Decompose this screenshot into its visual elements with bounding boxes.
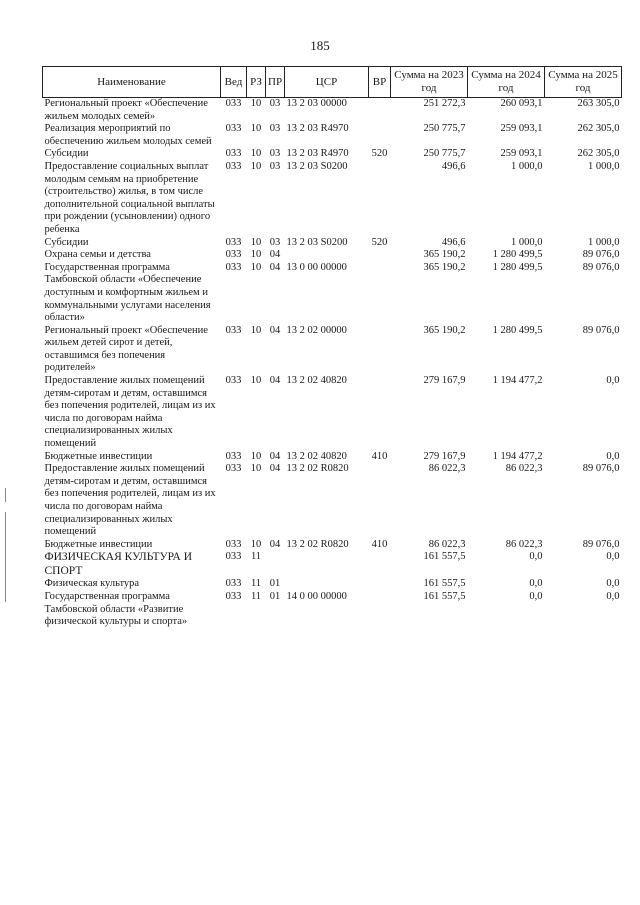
row-rz: 10	[250, 148, 262, 160]
row-name: Субсидии	[44, 236, 89, 248]
table-row	[43, 578, 622, 591]
row-sum-2023: 365 190,2	[423, 324, 466, 336]
row-ved: 033	[225, 160, 242, 172]
row-csr: 13 2 03 S0200	[286, 160, 348, 172]
row-sum-2023: 161 557,5	[423, 551, 466, 563]
table-row	[43, 148, 622, 161]
row-sum-2025: 89 076,0	[582, 324, 620, 336]
row-name: Бюджетные инвестиции	[44, 450, 153, 462]
row-rz: 11	[250, 590, 262, 602]
row-name: Региональный проект «Обеспечение жильем детей сирот и детей, оставшимся без попечения родителей»	[44, 324, 208, 374]
row-sum-2024: 260 093,1	[500, 98, 543, 109]
row-name: Предоставление социальных выплат молодым семьям на приобретение (строительство) жилья, в том числе дополнительной социальной выплаты при рождении (усыновлении) одного ребенка	[44, 160, 215, 235]
row-pr: 01	[269, 590, 281, 602]
row-pr: 03	[269, 236, 281, 248]
row-sum-2023: 496,6	[441, 160, 466, 172]
row-sum-2023: 250 775,7	[423, 123, 466, 135]
table-row	[43, 451, 622, 464]
row-csr: 13 2 02 00000	[286, 324, 347, 336]
row-sum-2024: 1 280 499,5	[492, 249, 543, 261]
table-row	[43, 249, 622, 262]
row-ved: 033	[225, 123, 242, 135]
row-sum-2023: 86 022,3	[428, 463, 466, 475]
row-name: Физическая культура	[44, 578, 140, 590]
row-sum-2025: 1 000,0	[588, 236, 620, 248]
row-sum-2023: 86 022,3	[428, 538, 466, 550]
header-sum-2024: Сумма на 2024 год	[468, 67, 545, 98]
row-pr: 04	[269, 261, 281, 273]
row-sum-2023: 365 190,2	[423, 249, 466, 261]
row-sum-2025: 89 076,0	[582, 463, 620, 475]
row-ved: 033	[225, 249, 242, 261]
table-row	[43, 325, 622, 375]
row-csr: 13 2 03 R4970	[286, 148, 349, 160]
row-vr	[369, 249, 391, 262]
row-name: Предоставление жилых помещений детям-сиротам и детям, оставшимся без попечения родителей, лицам из их числа по договорам найма специализированных жилых помещений	[44, 463, 216, 538]
row-name: Субсидии	[44, 148, 89, 160]
row-ved: 033	[225, 98, 242, 109]
row-sum-2024: 1 280 499,5	[492, 324, 543, 336]
row-rz: 10	[250, 463, 262, 475]
row-rz: 10	[250, 98, 262, 109]
row-sum-2025: 0,0	[606, 375, 620, 387]
row-pr: 03	[269, 98, 281, 109]
row-sum-2025: 262 305,0	[577, 148, 620, 160]
row-name: ФИЗИЧЕСКАЯ КУЛЬТУРА И СПОРТ	[44, 551, 193, 577]
row-sum-2023: 251 272,3	[423, 98, 466, 109]
row-csr	[285, 578, 369, 591]
row-ved: 033	[225, 261, 242, 273]
table-row	[43, 539, 622, 552]
row-rz: 10	[250, 450, 262, 462]
row-pr: 04	[269, 375, 281, 387]
header-vr: ВР	[369, 67, 391, 98]
header-sum-2025: Сумма на 2025 год	[545, 67, 622, 98]
row-sum-2025: 89 076,0	[582, 538, 620, 550]
row-vr	[369, 591, 391, 629]
row-ved: 033	[225, 324, 242, 336]
row-rz: 10	[250, 236, 262, 248]
row-pr: 03	[269, 148, 281, 160]
table-row	[43, 262, 622, 325]
row-sum-2024: 1 194 477,2	[492, 450, 543, 462]
row-name: Государственная программа Тамбовской области «Развитие физической культуры и спорта»	[44, 590, 188, 628]
row-csr: 13 2 02 40820	[286, 375, 347, 387]
row-csr: 13 2 03 R4970	[286, 123, 349, 135]
scan-margin-mark	[5, 488, 6, 502]
row-sum-2023: 161 557,5	[423, 590, 466, 602]
row-csr: 13 2 02 40820	[286, 450, 347, 462]
row-vr	[369, 375, 391, 451]
row-ved: 033	[225, 578, 242, 590]
row-sum-2023: 279 167,9	[423, 450, 466, 462]
table-row	[43, 123, 622, 148]
row-rz: 10	[250, 249, 262, 261]
row-pr: 01	[269, 578, 281, 590]
row-sum-2024: 1 194 477,2	[492, 375, 543, 387]
row-sum-2024: 0,0	[529, 551, 543, 563]
table-row	[43, 237, 622, 250]
row-sum-2023: 279 167,9	[423, 375, 466, 387]
table-body	[43, 98, 622, 629]
header-ved: Вед	[221, 67, 247, 98]
row-name: Предоставление жилых помещений детям-сиротам и детям, оставшимся без попечения родителей, лицам из их числа по договорам найма специализированных жилых помещений	[44, 375, 216, 450]
row-rz: 10	[250, 160, 262, 172]
table-row	[43, 551, 622, 578]
row-pr: 04	[269, 450, 281, 462]
row-vr	[369, 98, 391, 124]
header-csr: ЦСР	[285, 67, 369, 98]
row-sum-2025: 263 305,0	[577, 98, 620, 109]
row-rz: 11	[250, 578, 262, 590]
row-csr: 13 2 03 S0200	[286, 236, 348, 248]
row-sum-2023: 496,6	[441, 236, 466, 248]
row-vr	[369, 551, 391, 578]
row-vr: 410	[371, 538, 388, 550]
row-vr: 520	[371, 236, 388, 248]
table-row	[43, 591, 622, 629]
row-csr: 14 0 00 00000	[286, 590, 347, 602]
row-name: Государственная программа Тамбовской области «Обеспечение доступным и комфортным жильем и коммунальными услугами населения области»	[44, 261, 211, 324]
row-rz: 10	[250, 123, 262, 135]
row-sum-2024: 1 000,0	[511, 236, 543, 248]
row-sum-2025: 89 076,0	[582, 249, 620, 261]
row-sum-2024: 259 093,1	[500, 148, 543, 160]
row-sum-2024: 0,0	[529, 590, 543, 602]
row-ved: 033	[225, 551, 242, 563]
row-rz: 10	[250, 324, 262, 336]
row-ved: 033	[225, 463, 242, 475]
row-csr	[285, 551, 369, 578]
row-rz: 10	[250, 538, 262, 550]
row-sum-2025: 0,0	[606, 590, 620, 602]
scan-margin-mark	[5, 512, 6, 602]
row-sum-2025: 0,0	[606, 578, 620, 590]
row-vr	[369, 161, 391, 237]
row-csr: 13 2 03 00000	[286, 98, 347, 109]
row-rz: 11	[250, 551, 262, 563]
row-ved: 033	[225, 236, 242, 248]
header-sum-2023: Сумма на 2023 год	[391, 67, 468, 98]
row-sum-2025: 262 305,0	[577, 123, 620, 135]
page-number: 185	[310, 38, 330, 53]
row-vr: 410	[371, 450, 388, 462]
row-ved: 033	[225, 148, 242, 160]
row-name: Охрана семьи и детства	[44, 249, 151, 261]
table-header	[43, 67, 622, 98]
row-sum-2025: 1 000,0	[588, 160, 620, 172]
row-sum-2024: 1 280 499,5	[492, 261, 543, 273]
row-sum-2023: 161 557,5	[423, 578, 466, 590]
row-sum-2024: 0,0	[529, 578, 543, 590]
row-sum-2024: 86 022,3	[505, 463, 543, 475]
row-pr: 04	[269, 538, 281, 550]
row-name: Бюджетные инвестиции	[44, 538, 153, 550]
row-sum-2023: 365 190,2	[423, 261, 466, 273]
row-pr: 04	[269, 463, 281, 475]
row-sum-2025: 0,0	[606, 450, 620, 462]
row-vr	[369, 123, 391, 148]
row-csr: 13 2 02 R0820	[286, 538, 349, 550]
row-ved: 033	[225, 450, 242, 462]
header-pr: ПР	[266, 67, 285, 98]
row-name: Региональный проект «Обеспечение жильем молодых семей»	[44, 98, 208, 122]
row-vr	[369, 463, 391, 539]
row-pr: 04	[269, 249, 281, 261]
row-pr	[266, 551, 285, 578]
row-vr: 520	[371, 148, 388, 160]
row-sum-2024: 259 093,1	[500, 123, 543, 135]
header-rz: РЗ	[247, 67, 266, 98]
budget-table	[42, 66, 622, 629]
row-csr	[285, 249, 369, 262]
table-row	[43, 161, 622, 237]
row-csr: 13 2 02 R0820	[286, 463, 349, 475]
row-sum-2025: 0,0	[606, 551, 620, 563]
row-pr: 03	[269, 123, 281, 135]
header-name: Наименование	[43, 67, 221, 98]
row-sum-2024: 86 022,3	[505, 538, 543, 550]
row-vr	[369, 325, 391, 375]
row-sum-2023: 250 775,7	[423, 148, 466, 160]
table-row	[43, 375, 622, 451]
row-vr	[369, 578, 391, 591]
row-ved: 033	[225, 590, 242, 602]
row-rz: 10	[250, 261, 262, 273]
row-rz: 10	[250, 375, 262, 387]
table-row	[43, 98, 622, 124]
row-ved: 033	[225, 538, 242, 550]
row-sum-2024: 1 000,0	[511, 160, 543, 172]
row-vr	[369, 262, 391, 325]
row-sum-2025: 89 076,0	[582, 261, 620, 273]
row-name: Реализация мероприятий по обеспечению жильем молодых семей	[44, 123, 212, 147]
row-csr: 13 0 00 00000	[286, 261, 347, 273]
table-row	[43, 463, 622, 539]
row-pr: 03	[269, 160, 281, 172]
row-pr: 04	[269, 324, 281, 336]
row-ved: 033	[225, 375, 242, 387]
